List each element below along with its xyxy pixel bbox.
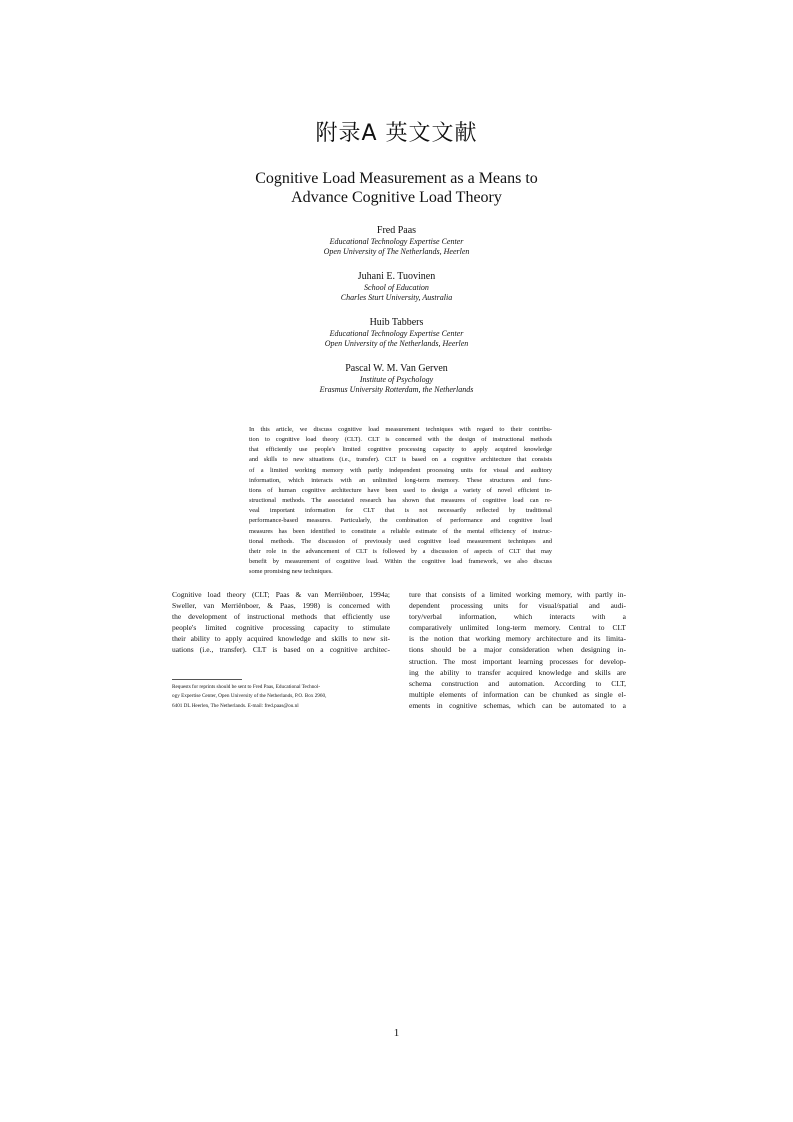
body-text-line: schema construction and automation. According to CLT,	[409, 678, 626, 688]
body-text-line: ements in cognitive schemas, which can be automated to a	[409, 700, 626, 710]
body-text-line: tory/verbal information, which interacts with a	[409, 612, 626, 622]
body-text-line: tions should be a major consideration when designing in-	[409, 645, 626, 655]
body-text-line: uations (i.e., transfer). CLT is based on a cognitive architec-	[172, 645, 390, 655]
author-affiliation: Open University of The Netherlands, Heerlen	[323, 247, 470, 256]
body-text-line: ing the ability to transfer acquired knowledge and skills are	[409, 667, 626, 677]
abstract-line: some promising new techniques.	[249, 568, 333, 576]
author-block	[0, 224, 793, 257]
paper-title	[0, 169, 793, 207]
abstract	[249, 425, 552, 577]
body-text-line: is the notion that working memory architecture and its limita-	[409, 634, 626, 644]
appendix-heading: 附录A 英文文献	[315, 121, 478, 146]
author-affiliation: Educational Technology Expertise Center	[329, 329, 464, 338]
abstract-line: tion to cognitive load theory (CLT). CLT is concerned with the design of instructional methods	[249, 436, 552, 444]
author-block	[0, 270, 793, 303]
abstract-line: their role in the advancement of CLT is followed by a discussion of aspects of CLT that may	[249, 547, 552, 555]
body-text-line: the development of instructional methods that efficiently use	[172, 612, 390, 622]
abstract-line: In this article, we discuss cognitive load measurement techniques with regard to their contribu-	[249, 426, 552, 433]
body-text-line: dependent processing units for visual/spatial and audi-	[409, 601, 626, 611]
footnote-line: ogy Expertise Center, Open University of the Netherlands, P.O. Box 2960,	[172, 693, 327, 700]
body-text-line: comparatively unlimited long-term memory. Central to CLT	[409, 623, 626, 633]
abstract-line: tional methods. The discussion of previously used cognitive load measurement techniques and	[249, 537, 552, 545]
footnote-line: 6401 DL Heerlen, The Netherlands. E-mail: fred.paas@ou.nl	[172, 702, 299, 709]
author-name: Pascal W. M. Van Gerven	[345, 363, 448, 374]
author-block	[0, 316, 793, 349]
abstract-line: that efficiently use people's limited cognitive processing capacity to apply acquired knowledge	[249, 446, 552, 454]
footnote-line: Requests for reprints should be sent to Fred Paas, Educational Technol-	[172, 684, 321, 690]
author-affiliation: Educational Technology Expertise Center	[329, 237, 464, 246]
body-text-line: people's limited cognitive processing capacity to stimulate	[172, 623, 390, 633]
author-affiliation: Charles Sturt University, Australia	[340, 293, 453, 302]
author-block	[0, 362, 793, 395]
author-name: Huib Tabbers	[369, 317, 424, 328]
body-text-line: Sweller, van Merriënboer, & Paas, 1998) is concerned with	[172, 601, 390, 611]
body-text-line: Cognitive load theory (CLT; Paas & van Merriënboer, 1994a;	[172, 590, 390, 599]
abstract-line: and skills to new situations (i.e., transfer). CLT is based on a cognitive architecture that consists	[249, 456, 552, 464]
author-affiliation: Erasmus University Rotterdam, the Netherlands	[319, 385, 474, 394]
author-affiliation: School of Education	[364, 283, 429, 292]
footnote-divider	[172, 679, 242, 680]
abstract-line: information, which interacts with an unlimited long-term memory. These structures and func-	[249, 476, 552, 484]
body-column-left	[172, 589, 390, 656]
abstract-line: structional methods. The associated research has shown that measures of cognitive load can re-	[249, 497, 552, 505]
body-text-line: ture that consists of a limited working memory, with partly in-	[409, 590, 626, 599]
paper-title-line: Advance Cognitive Load Theory	[291, 189, 502, 206]
page-number: 1	[393, 1027, 400, 1039]
author-name: Fred Paas	[376, 225, 417, 236]
abstract-line: veal important information for CLT that is not necessarily reflected by traditional	[249, 507, 552, 515]
abstract-line: performance-based measures. Particularly, the combination of performance and cognitive load	[249, 517, 552, 525]
body-text-line: their ability to apply acquired knowledge and skills to new sit-	[172, 634, 390, 644]
footnote	[172, 683, 390, 711]
abstract-line: tions of human cognitive architecture have been used to design a variety of novel efficient in-	[249, 486, 552, 494]
author-affiliation: Open University of the Netherlands, Heerlen	[324, 339, 469, 348]
author-name: Juhani E. Tuovinen	[357, 271, 436, 282]
abstract-line: measures has been identified to constitute a reliable estimate of the mental efficiency of instruc-	[249, 527, 552, 535]
paper-title-line: Cognitive Load Measurement as a Means to	[255, 170, 538, 187]
body-column-right	[409, 589, 626, 711]
author-affiliation: Institute of Psychology	[359, 375, 434, 384]
body-text-line: multiple elements of information can be chunked as single el-	[409, 689, 626, 699]
abstract-line: benefit by measurement of cognitive load. Within the cognitive load framework, we also discuss	[249, 558, 552, 566]
abstract-line: of a limited working memory with partly independent processing units for visual and auditory	[249, 466, 552, 474]
body-text-line: struction. The most important learning processes for develop-	[409, 656, 626, 666]
